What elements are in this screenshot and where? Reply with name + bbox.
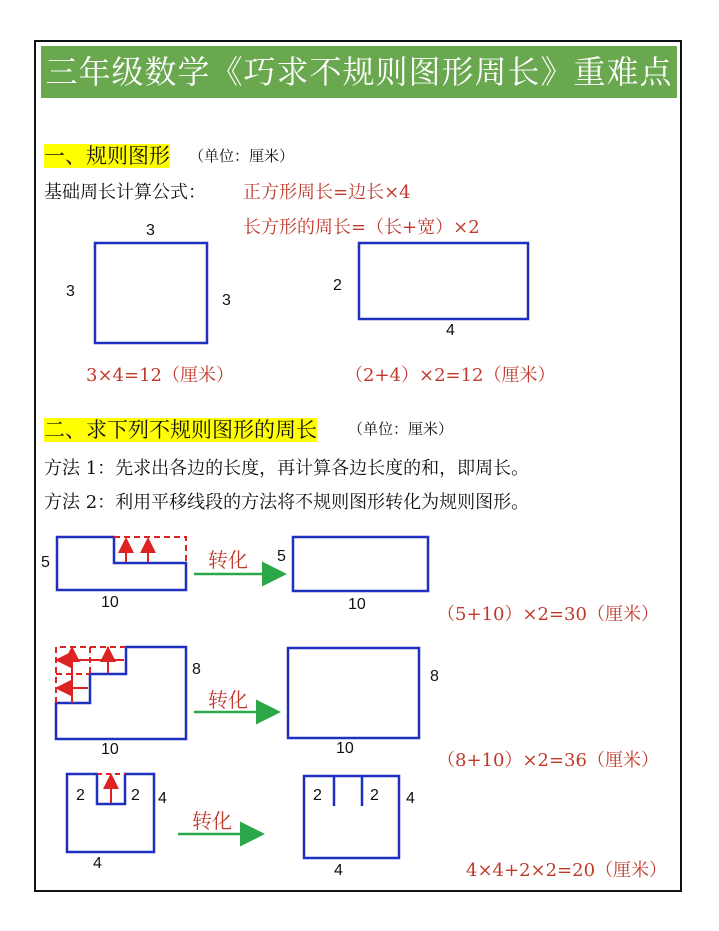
- ex3-target-bottom-label: 4: [334, 862, 343, 879]
- square-top-label: 3: [146, 222, 155, 239]
- ex3-right-label: 4: [158, 790, 167, 807]
- ex1-result-text: （5+10）×2=30（厘米）: [437, 604, 659, 625]
- rect-result-text: （2+4）×2=12（厘米）: [345, 365, 556, 386]
- rect-bottom-label: 4: [446, 322, 455, 339]
- ex3-b-label: 2: [131, 787, 140, 804]
- ex1-left-label: 5: [41, 554, 50, 571]
- section1-heading-text: 一、规则图形: [44, 144, 170, 168]
- ex3-target-a-label: 2: [313, 787, 322, 804]
- ex3-a-label: 2: [76, 787, 85, 804]
- ex1-bottom-label: 10: [101, 594, 119, 611]
- formula-label: 基础周长计算公式：: [44, 182, 206, 203]
- square-result-text: 3×4=12（厘米）: [86, 365, 234, 386]
- ex2-target-bottom-label: 10: [336, 740, 354, 757]
- square-shape: [95, 243, 207, 343]
- ex2-result-text: （8+10）×2=36（厘米）: [437, 750, 659, 771]
- formula-square: 正方形周长=边长×4: [243, 182, 411, 203]
- ex1-target-left-label: 5: [277, 548, 286, 565]
- section2-unit: （单位：厘米）: [348, 420, 454, 438]
- ex2-right-label: 8: [192, 661, 201, 678]
- section1-unit: （单位：厘米）: [189, 147, 295, 165]
- ex2-bottom-label: 10: [101, 741, 119, 758]
- ex3-target-b-label: 2: [370, 787, 379, 804]
- ex1-target-rect: [293, 537, 428, 591]
- rect-shape: [359, 243, 528, 319]
- rect-left-label: 2: [333, 277, 342, 294]
- ex3-target-rect: [304, 776, 399, 858]
- ex1-convert-label: 转化: [208, 548, 248, 572]
- ex1-dashed-translation: [114, 537, 186, 563]
- formula-rect: 长方形的周长=（长+宽）×2: [243, 217, 480, 238]
- ex2-convert-label: 转化: [208, 688, 248, 712]
- square-right-label: 3: [222, 292, 231, 309]
- ex3-result-text: 4×4+2×2=20（厘米）: [466, 860, 668, 881]
- ex3-convert-label: 转化: [192, 809, 232, 833]
- ex1-target-bottom-label: 10: [348, 596, 366, 613]
- ex2-target-rect: [288, 648, 419, 738]
- method-1: 方法 1：先求出各边的长度，再计算各边长度的和，即周长。: [44, 458, 530, 479]
- ex2-target-right-label: 8: [430, 668, 439, 685]
- section2-heading-text: 二、求下列不规则图形的周长: [44, 418, 317, 442]
- method-2: 方法 2：利用平移线段的方法将不规则图形转化为规则图形。: [44, 492, 530, 513]
- square-left-label: 3: [66, 283, 75, 300]
- ex3-target-right-label: 4: [406, 790, 415, 807]
- ex3-bottom-label: 4: [93, 855, 102, 872]
- page-title: 三年级数学《巧求不规则图形周长》重难点: [41, 46, 677, 98]
- ex1-irregular-shape: [57, 537, 186, 590]
